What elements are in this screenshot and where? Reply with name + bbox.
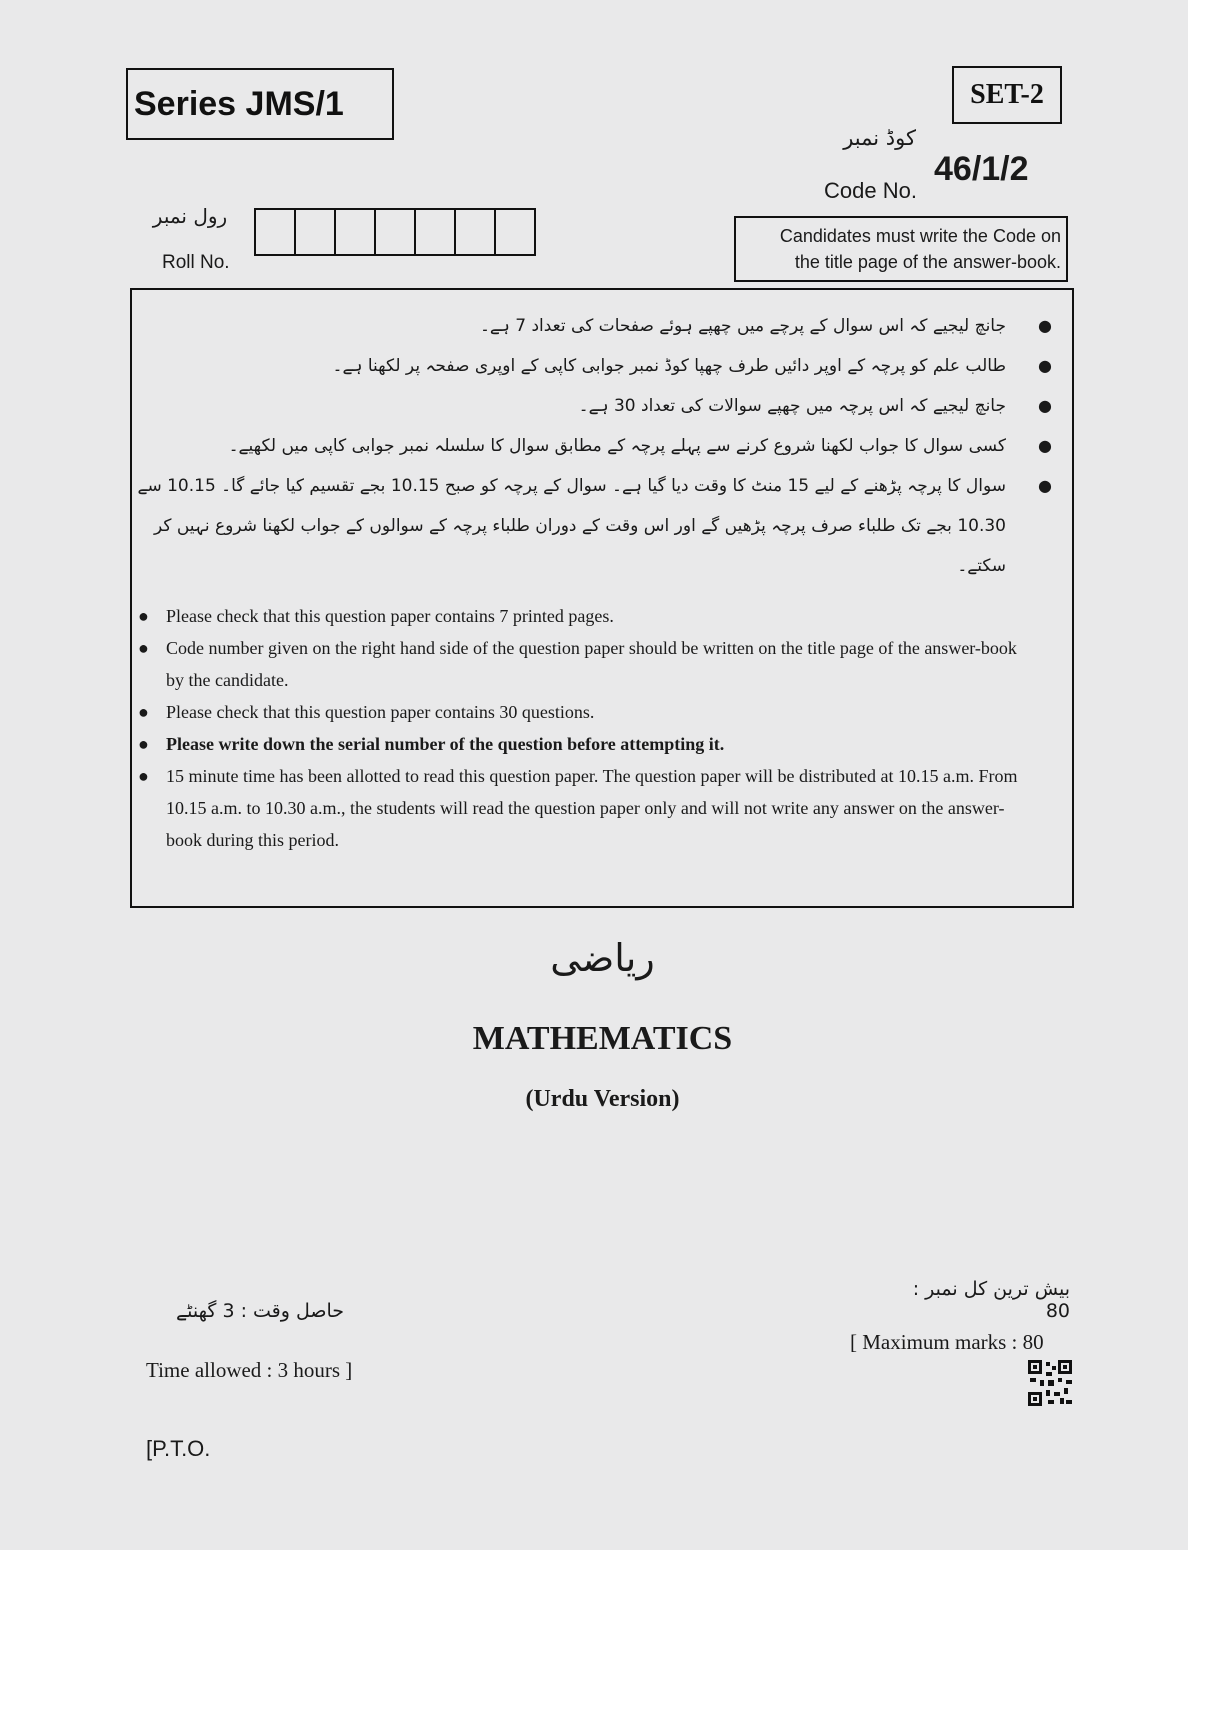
bullet-icon: ● [1038, 476, 1052, 495]
bullet-icon: ● [1038, 396, 1052, 415]
instruction-item-urdu: ● طالب علم کو پرچہ کے اوپر دائیں طرف چھپا کوڈ نمبر جوابی کاپی کے اوپری صفحہ پر لکھنا ہے۔ [132, 346, 1052, 386]
instruction-item-urdu: ● سوال کا پرچہ پڑھنے کے لیے 15 منٹ کا وقت دیا گیا ہے۔ سوال کے پرچہ کو صبح 10.15 بجے تقسیم کیا جائے گا۔ 10.15 سے 10.30 بجے تک طلباء صرف پرچہ پڑھیں گے اور اس وقت کے دوران طلباء پرچہ کے سوالوں کے جواب لکھنا شروع نہیں کر سکتے۔ [132, 466, 1052, 586]
instruction-item: ● Please check that this question paper contains 30 questions. [132, 696, 1032, 728]
bullet-icon: ● [1038, 316, 1052, 335]
roll-label-urdu: رول نمبر [152, 204, 228, 228]
instruction-item: ● Please write down the serial number of the question before attempting it. [132, 728, 1032, 760]
subject-version: (Urdu Version) [525, 1086, 680, 1112]
roll-number-cell [336, 210, 376, 254]
series-label: Series JMS/1 [126, 68, 394, 140]
code-label: Code No. [824, 178, 917, 203]
subject-title: MATHEMATICS [472, 1020, 733, 1057]
instruction-item: ● Code number given on the right hand side of the question paper should be written on the title page of the answer-book by the candidate. [132, 632, 1032, 696]
roll-number-cell [256, 210, 296, 254]
please-turn-over: [P.T.O. [146, 1436, 211, 1461]
roll-number-cell [416, 210, 456, 254]
bullet-icon: ● [1038, 356, 1052, 375]
bullet-icon: ● [138, 734, 149, 754]
instruction-item: ● 15 minute time has been allotted to read this question paper. The question paper will be distributed at 10.15 a.m. From 10.15 a.m. to 10.30 a.m., the students will read the question paper only and will not write any answer on the answer-book during this period. [132, 760, 1032, 856]
subject-title-urdu: ریاضی [550, 936, 655, 980]
roll-number-cell [456, 210, 496, 254]
set-label: SET-2 [952, 66, 1062, 124]
instruction-item-urdu: ● جانچ لیجیے کہ اس سوال کے پرچے میں چھپے ہوئے صفحات کی تعداد 7 ہے۔ [132, 306, 1052, 346]
candidates-note-line: the title page of the answer-book. [794, 252, 1061, 272]
code-number: 46/1/2 [934, 150, 1029, 188]
bullet-icon: ● [138, 702, 149, 722]
roll-number-cell [376, 210, 416, 254]
english-instructions [132, 600, 1032, 856]
bullet-icon: ● [138, 606, 149, 626]
time-allowed-urdu: حاصل وقت : 3 گھنٹے [176, 1300, 345, 1322]
roll-number-cell [496, 210, 534, 254]
maximum-marks-urdu: بیش ترین کل نمبر : 80 [912, 1278, 1070, 1322]
instruction-item-urdu: ● جانچ لیجیے کہ اس پرچہ میں چھپے سوالات کی تعداد 30 ہے۔ [132, 386, 1052, 426]
qr-code-icon [1028, 1360, 1072, 1406]
candidates-note-line: Candidates must write the Code on [779, 226, 1061, 246]
code-label-urdu: کوڈ نمبر [843, 126, 916, 150]
maximum-marks: [ Maximum marks : 80 [850, 1330, 1044, 1354]
time-allowed: Time allowed : 3 hours ] [146, 1358, 353, 1382]
roll-number-cell [296, 210, 336, 254]
instructions-box [130, 288, 1074, 908]
bullet-icon: ● [138, 638, 149, 658]
roll-number-grid [254, 208, 536, 256]
bullet-icon: ● [138, 766, 149, 786]
roll-label: Roll No. [162, 252, 230, 273]
instruction-item: ● Please check that this question paper contains 7 printed pages. [132, 600, 1032, 632]
urdu-instructions [132, 306, 1052, 586]
instruction-item-urdu: ● کسی سوال کا جواب لکھنا شروع کرنے سے پہلے پرچہ کے مطابق سوال کا سلسلہ نمبر جوابی کاپی میں لکھیے۔ [132, 426, 1052, 466]
candidates-note [734, 216, 1068, 282]
bullet-icon: ● [1038, 436, 1052, 455]
